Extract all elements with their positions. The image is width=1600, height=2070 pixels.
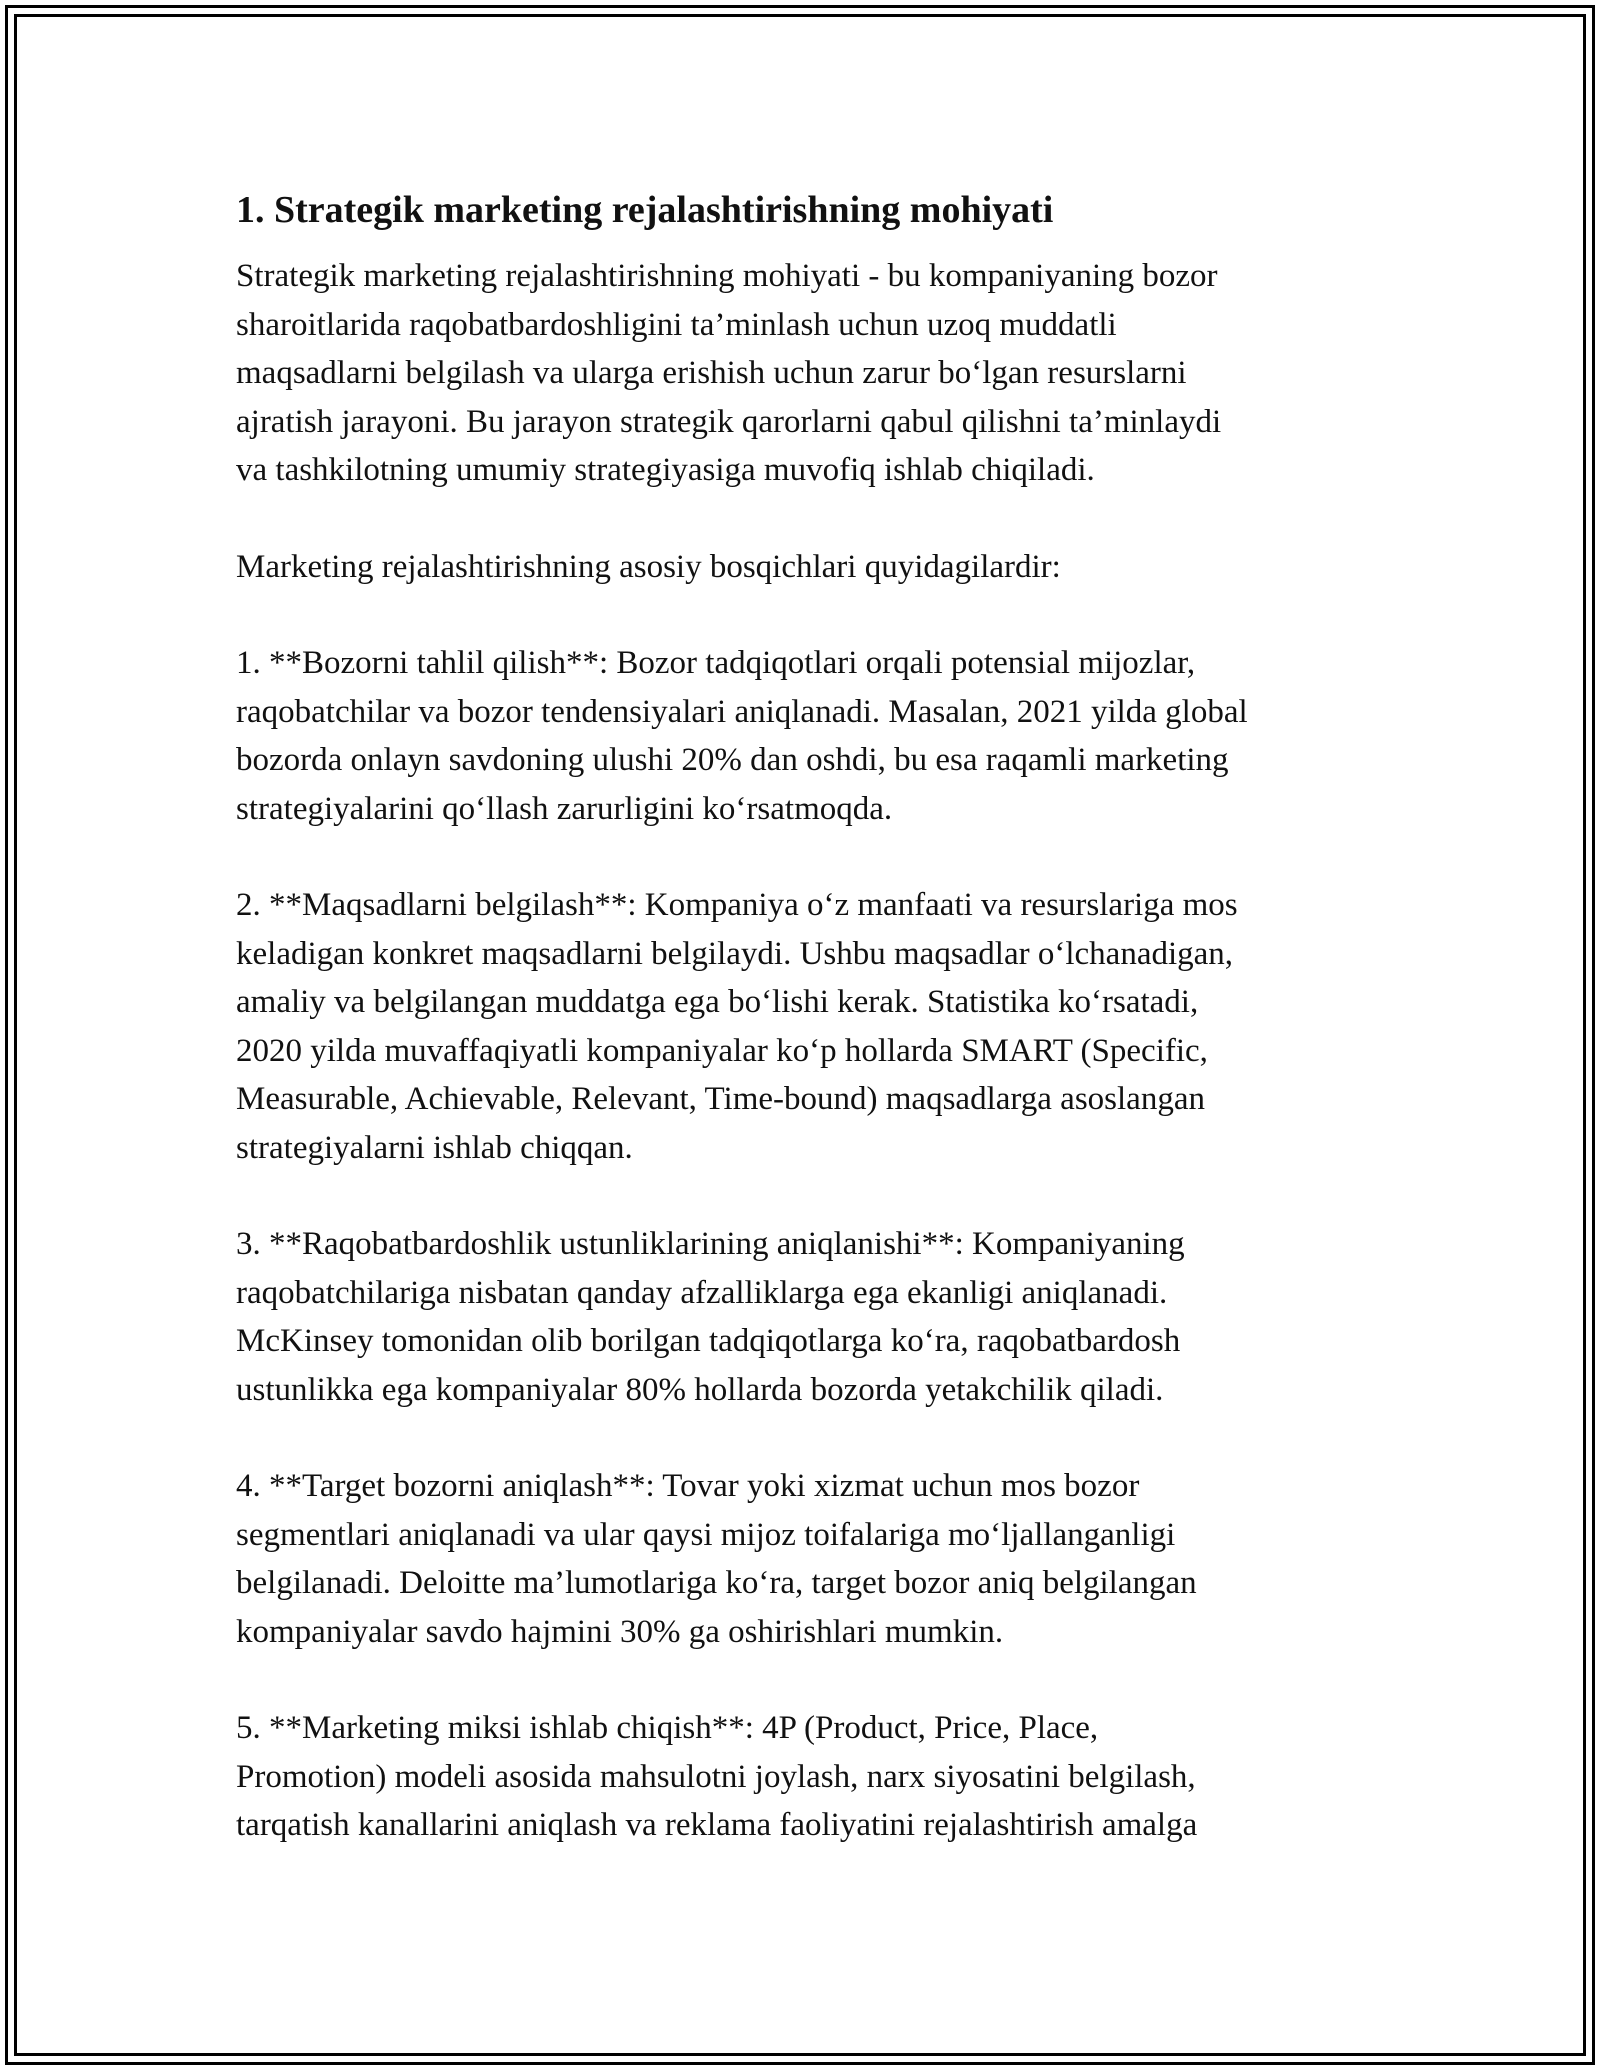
stages-intro-paragraph: Marketing rejalashtirishning asosiy bosqichlari quyidagilardir: <box>236 548 1061 585</box>
section-heading: 1. Strategik marketing rejalashtirishning mohiyati <box>236 189 1054 231</box>
document-body <box>236 186 1376 1898</box>
intro-paragraph: Strategik marketing rejalashtirishning mohiyati - bu kompaniyaning bozor sharoitlarida raqobatbardoshligini ta’minlash uchun uzoq muddatli maqsadlarni belgilash va ularga erishish uchun zarur bo‘lgan resurslarni ajratish jarayoni. Bu jarayon strategik qarorlarni qabul qilishni ta’minlaydi va tashkilotning umumiy strategiyasiga muvofiq ishlab chiqiladi. <box>236 258 1222 488</box>
stage-4-paragraph: 4. **Target bozorni aniqlash**: Tovar yoki xizmat uchun mos bozor segmentlari aniqlanadi va ular qaysi mijoz toifalariga mo‘ljallanganligi belgilanadi. Deloitte ma’lumotlariga ko‘ra, target bozor aniq belgilangan kompaniyalar savdo hajmini 30% ga oshirishlari mumkin. <box>236 1468 1197 1650</box>
stage-5-paragraph: 5. **Marketing miksi ishlab chiqish**: 4P (Product, Price, Place, Promotion) modeli asosida mahsulotni joylash, narx siyosatini belgilash, tarqatish kanallarini aniqlash va reklama faoliyatini rejalashtirish amalga <box>236 1710 1198 1843</box>
stage-2-paragraph: 2. **Maqsadlarni belgilash**: Kompaniya o‘z manfaati va resurslariga mos keladigan konkret maqsadlarni belgilaydi. Ushbu maqsadlar o‘lchanadigan, amaliy va belgilangan muddatga ega bo‘lishi kerak. Statistika ko‘rsatadi, 2020 yilda muvaffaqiyatli kompaniyalar ko‘p hollarda SMART (Specific, Measurable, Achievable, Relevant, Time-bound) maqsadlarga asoslangan strategiyalarni ishlab chiqqan. <box>236 887 1238 1166</box>
stage-3-paragraph: 3. **Raqobatbardoshlik ustunliklarining aniqlanishi**: Kompaniyaning raqobatchilariga nisbatan qanday afzalliklarga ega ekanligi aniqlanadi. McKinsey tomonidan olib borilgan tadqiqotlarga ko‘ra, raqobatbardosh ustunlikka ega kompaniyalar 80% hollarda bozorda yetakchilik qiladi. <box>236 1226 1185 1408</box>
stage-1-paragraph: 1. **Bozorni tahlil qilish**: Bozor tadqiqotlari orqali potensial mijozlar, raqobatchilar va bozor tendensiyalari aniqlanadi. Masalan, 2021 yilda global bozorda onlayn savdoning ulushi 20% dan oshdi, bu esa raqamli marketing strategiyalarini qo‘llash zarurligini ko‘rsatmoqda. <box>236 645 1248 827</box>
